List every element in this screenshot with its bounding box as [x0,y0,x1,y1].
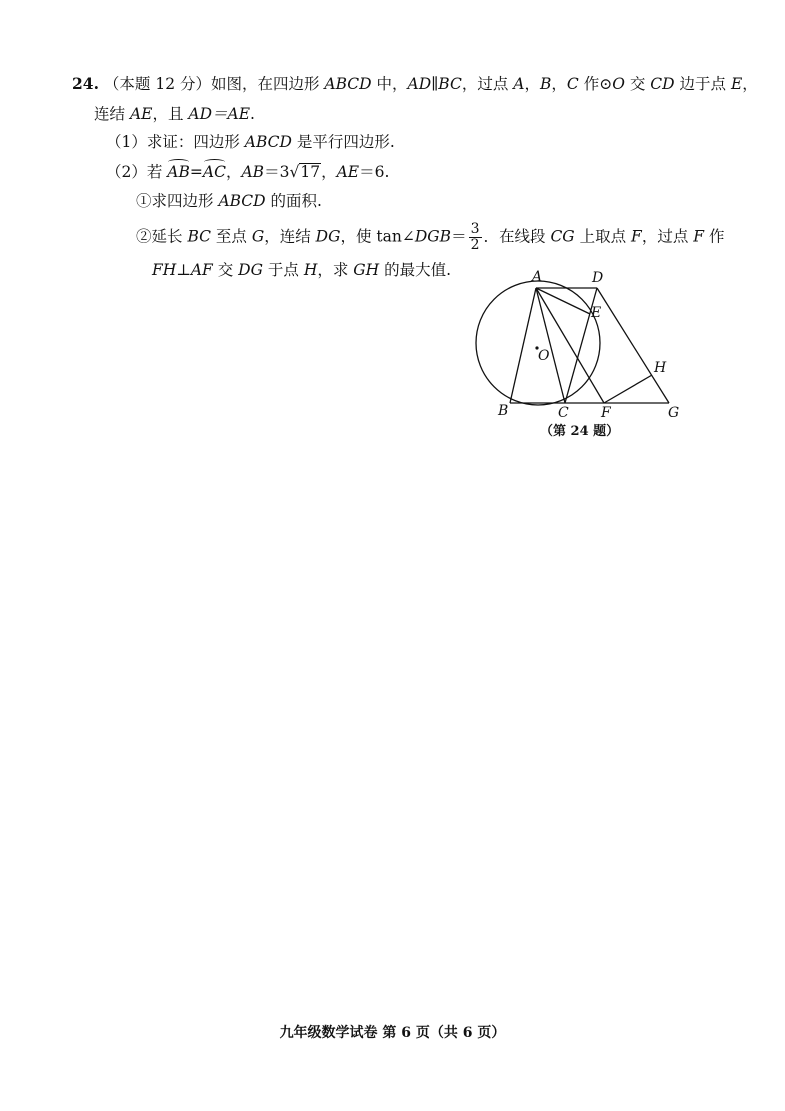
text: ， [321,163,337,181]
math: F [631,227,642,246]
text: ②延长 [136,227,188,246]
text: 的最大值. [379,261,452,279]
math: H [303,261,318,279]
text: ， [742,75,758,93]
math: ABCD [324,75,372,93]
label-g: G [668,405,680,421]
sub-question-1 [136,191,322,211]
math: DGB [414,227,452,246]
label-c: C [558,405,569,421]
text: ＝3 [264,163,290,181]
math: E [730,75,743,93]
math: FH⊥AF [152,261,213,279]
text: 是平行四边形. [291,133,395,151]
segment-ac [536,288,565,403]
text: ，过点 [461,75,514,93]
problem-line-1 [72,74,758,94]
text: ＝ [451,227,467,246]
math: F [693,227,705,246]
text: 边于点 [674,75,731,93]
label-h: H [654,360,667,376]
figure-caption: （第 24 题） [540,424,620,439]
math: O [612,75,625,93]
fraction-numerator: 3 [470,221,480,237]
math: DG [315,227,341,246]
text: 作⊙ [578,75,613,93]
geometry-figure [470,262,700,422]
page-footer: 九年级数学试卷 第 6 页（共 6 页） [279,1025,506,1041]
text: 连结 [94,105,130,123]
segment-fh [604,375,652,403]
text: 至点 [210,227,252,246]
label-a: A [532,269,543,285]
math: CD [650,75,675,93]
text: ，使 tan∠ [340,227,415,246]
math: DG [238,261,263,279]
text: . [250,105,255,123]
text: 作 [704,227,725,246]
text: ， [524,75,541,93]
label-e: E [591,305,602,321]
text: 于点 [262,261,304,279]
sub-question-2 [136,222,724,253]
sqrt-radicand: 17 [300,163,321,181]
math: AE [129,105,153,123]
sqrt-sign: √ [289,163,300,181]
math: ABCD [218,192,266,210]
text: （本题 12 分）如图，在四边形 [103,75,325,93]
math: AD＝AE [188,105,251,123]
arc-ab: AB [167,163,190,181]
arc-ac: AC [202,163,226,181]
text: 中， [371,75,408,93]
math: GH [353,261,380,279]
math: AE [336,163,360,181]
math: AB [241,163,265,181]
math: A [513,75,525,93]
text: ，且 [152,105,189,123]
text: 交 [212,261,239,279]
text: ， [551,75,567,93]
text: ①求四边形 [136,192,219,210]
math: B [540,75,552,93]
problem-line-2 [94,104,255,124]
label-d: D [592,270,604,286]
text: = [189,163,203,181]
label-f: F [601,405,611,421]
text: （2）若 [106,163,168,181]
problem-number: 24. [72,74,99,93]
sub-question-2-cont [152,260,451,280]
text: ，求 [317,261,354,279]
text: ， [225,163,242,181]
fraction-denominator: 2 [470,237,480,253]
text: ．在线段 [483,227,551,246]
math: AD∥BC [407,75,462,93]
text: 交 [624,75,651,93]
text: 上取点 [574,227,632,246]
label-b: B [498,403,509,419]
math: CG [550,227,575,246]
part-2 [106,162,389,182]
segment-ab [510,288,536,403]
math: C [566,75,579,93]
part-1 [106,132,395,152]
math: G [251,227,265,246]
math: ABCD [244,133,292,151]
fraction [469,222,482,253]
text: 的面积. [265,192,322,210]
text: ＝6. [359,163,390,181]
math: BC [187,227,211,246]
text: （1）求证：四边形 [106,133,245,151]
label-o: O [538,348,550,364]
text: ，连结 [264,227,316,246]
text: ，过点 [641,227,694,246]
